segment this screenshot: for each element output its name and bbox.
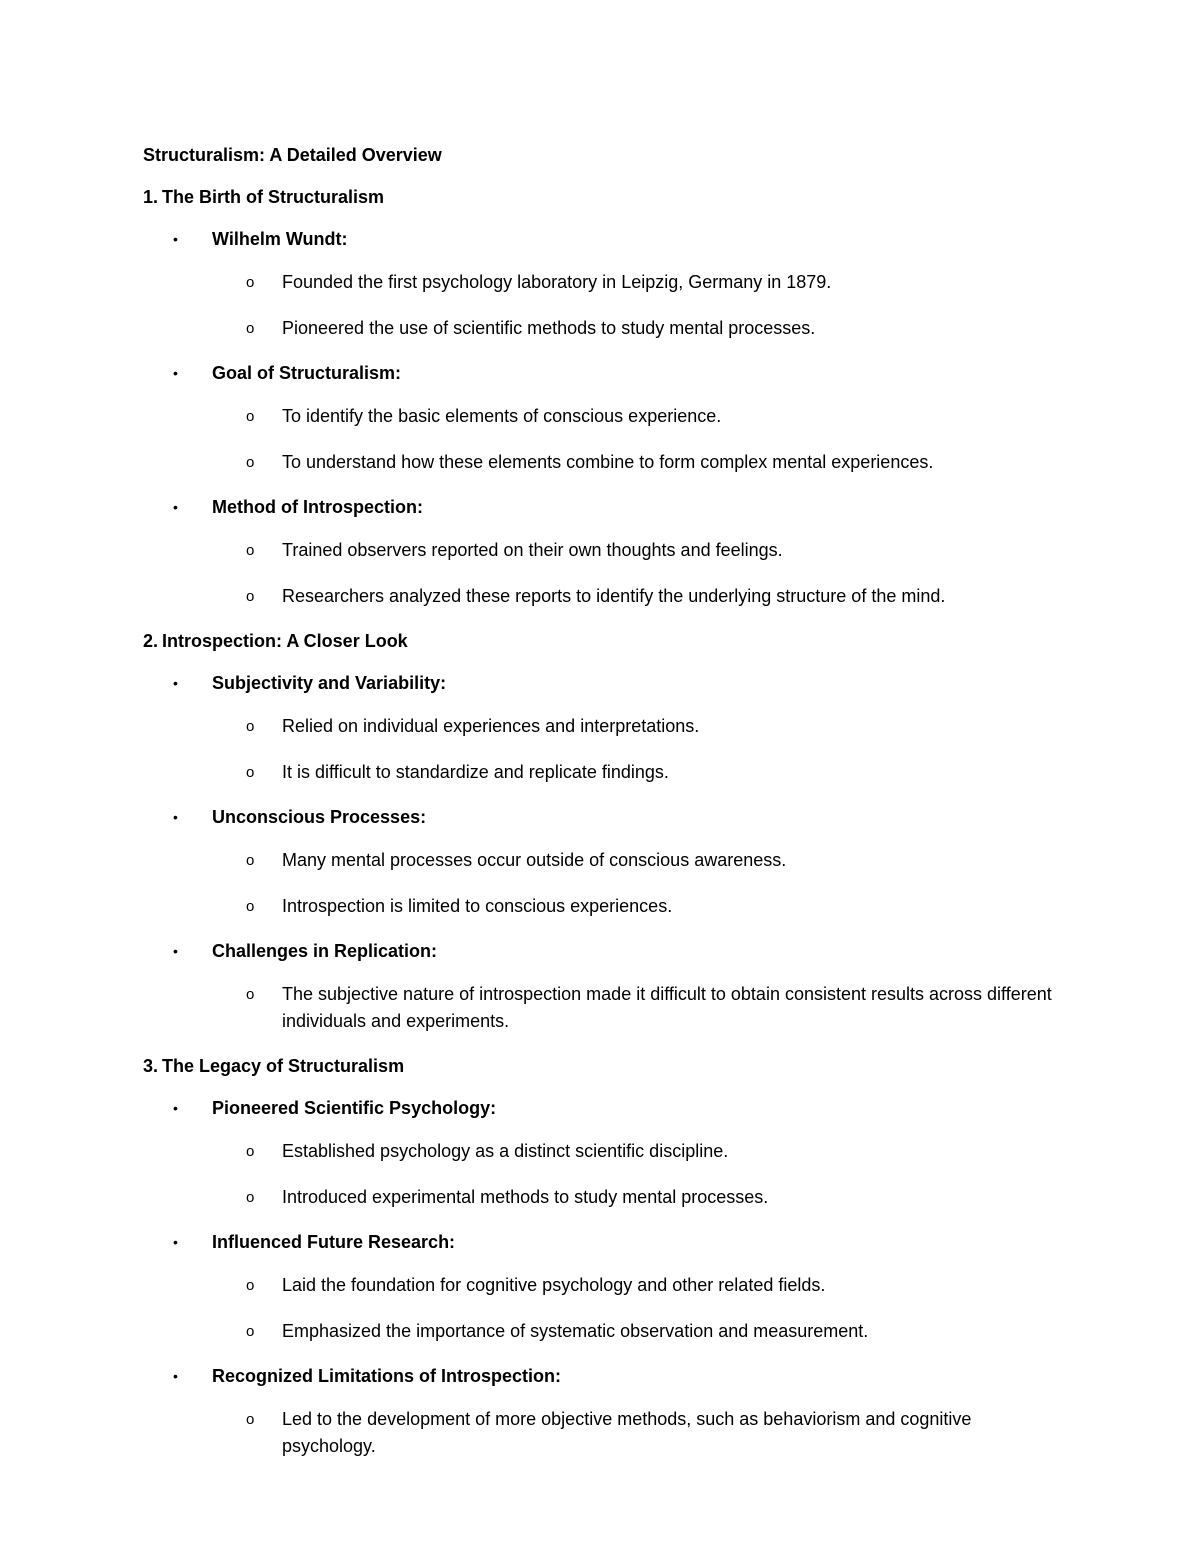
list-item-point [143,893,1053,920]
point-text: Laid the foundation for cognitive psychology and other related fields. [282,1275,826,1295]
sub-bullet-icon: o [246,718,255,735]
point-text: Many mental processes occur outside of conscious awareness. [282,850,787,870]
topic-label: Method of Introspection: [212,497,423,517]
list-item-topic [143,671,1053,695]
point-text: Pioneered the use of scientific methods to study mental processes. [282,318,816,338]
sub-bullet-icon: o [246,1143,255,1160]
list-item-point [143,1318,1053,1345]
list-item-topic [143,1230,1053,1254]
sections-container [143,185,1053,1460]
sub-bullet-icon: o [246,408,255,425]
point-text: Emphasized the importance of systematic observation and measurement. [282,1321,869,1341]
section-heading [143,185,1053,209]
list-item-point [143,403,1053,430]
sub-bullet-icon: o [246,898,255,915]
topic-label: Subjectivity and Variability: [212,673,447,693]
section-heading-text: Introspection: A Closer Look [162,631,408,651]
sub-bullet-icon: o [246,542,255,559]
topic-label: Influenced Future Research: [212,1232,456,1252]
point-text: Founded the first psychology laboratory in Leipzig, Germany in 1879. [282,272,832,292]
bullet-icon: • [173,1100,178,1116]
sub-bullet-icon: o [246,1411,255,1428]
sub-bullet-icon: o [246,588,255,605]
point-text: Established psychology as a distinct scientific discipline. [282,1141,729,1161]
topic-label: Challenges in Replication: [212,941,438,961]
bullet-icon: • [173,943,178,959]
sub-bullet-icon: o [246,1189,255,1206]
document-title: Structuralism: A Detailed Overview [143,145,442,165]
point-text: Relied on individual experiences and interpretations. [282,716,700,736]
sub-bullet-icon: o [246,764,255,781]
bullet-icon: • [173,675,178,691]
bullet-icon: • [173,1234,178,1250]
section-heading [143,629,1053,653]
list-item-topic [143,1364,1053,1388]
section-heading [143,1054,1053,1078]
bullet-icon: • [173,1368,178,1384]
list-item-topic [143,1096,1053,1120]
point-text: To understand how these elements combine to form complex mental experiences. [282,452,934,472]
topic-label: Pioneered Scientific Psychology: [212,1098,497,1118]
list-item-topic [143,227,1053,251]
bullet-icon: • [173,231,178,247]
list-item-point [143,449,1053,476]
list-item-point [143,1272,1053,1299]
point-text: Led to the development of more objective methods, such as behaviorism and cognitive psychology. [282,1409,972,1456]
list-item-point [143,713,1053,740]
point-text: Introspection is limited to conscious experiences. [282,896,673,916]
list-item-point [143,583,1053,610]
list-item-point [143,1406,1053,1460]
list-item-topic [143,361,1053,385]
sub-bullet-icon: o [246,1277,255,1294]
point-text: Introduced experimental methods to study mental processes. [282,1187,769,1207]
sub-bullet-icon: o [246,1323,255,1340]
list-item-point [143,537,1053,564]
topic-label: Goal of Structuralism: [212,363,402,383]
bullet-icon: • [173,809,178,825]
sub-bullet-icon: o [246,986,255,1003]
document-body [143,143,1053,1479]
section-number: 1. [143,187,159,207]
list-item-point [143,847,1053,874]
list-item-point [143,759,1053,786]
point-text: It is difficult to standardize and replicate findings. [282,762,669,782]
bullet-icon: • [173,499,178,515]
section-heading-text: The Legacy of Structuralism [162,1056,405,1076]
sub-bullet-icon: o [246,320,255,337]
list-item-point [143,1184,1053,1211]
sub-bullet-icon: o [246,274,255,291]
section-heading-text: The Birth of Structuralism [162,187,385,207]
point-text: Researchers analyzed these reports to identify the underlying structure of the mind. [282,586,946,606]
list-item-topic [143,939,1053,963]
sub-bullet-icon: o [246,852,255,869]
list-item-point [143,315,1053,342]
point-text: To identify the basic elements of conscious experience. [282,406,722,426]
bullet-icon: • [173,365,178,381]
list-item-point [143,269,1053,296]
section-number: 2. [143,631,159,651]
list-item-point [143,981,1053,1035]
topic-label: Wilhelm Wundt: [212,229,348,249]
list-item-topic [143,495,1053,519]
sub-bullet-icon: o [246,454,255,471]
topic-label: Recognized Limitations of Introspection: [212,1366,562,1386]
topic-label: Unconscious Processes: [212,807,427,827]
list-item-topic [143,805,1053,829]
list-item-point [143,1138,1053,1165]
point-text: Trained observers reported on their own thoughts and feelings. [282,540,783,560]
point-text: The subjective nature of introspection made it difficult to obtain consistent results across different individuals and experiments. [282,984,1052,1031]
section-number: 3. [143,1056,159,1076]
